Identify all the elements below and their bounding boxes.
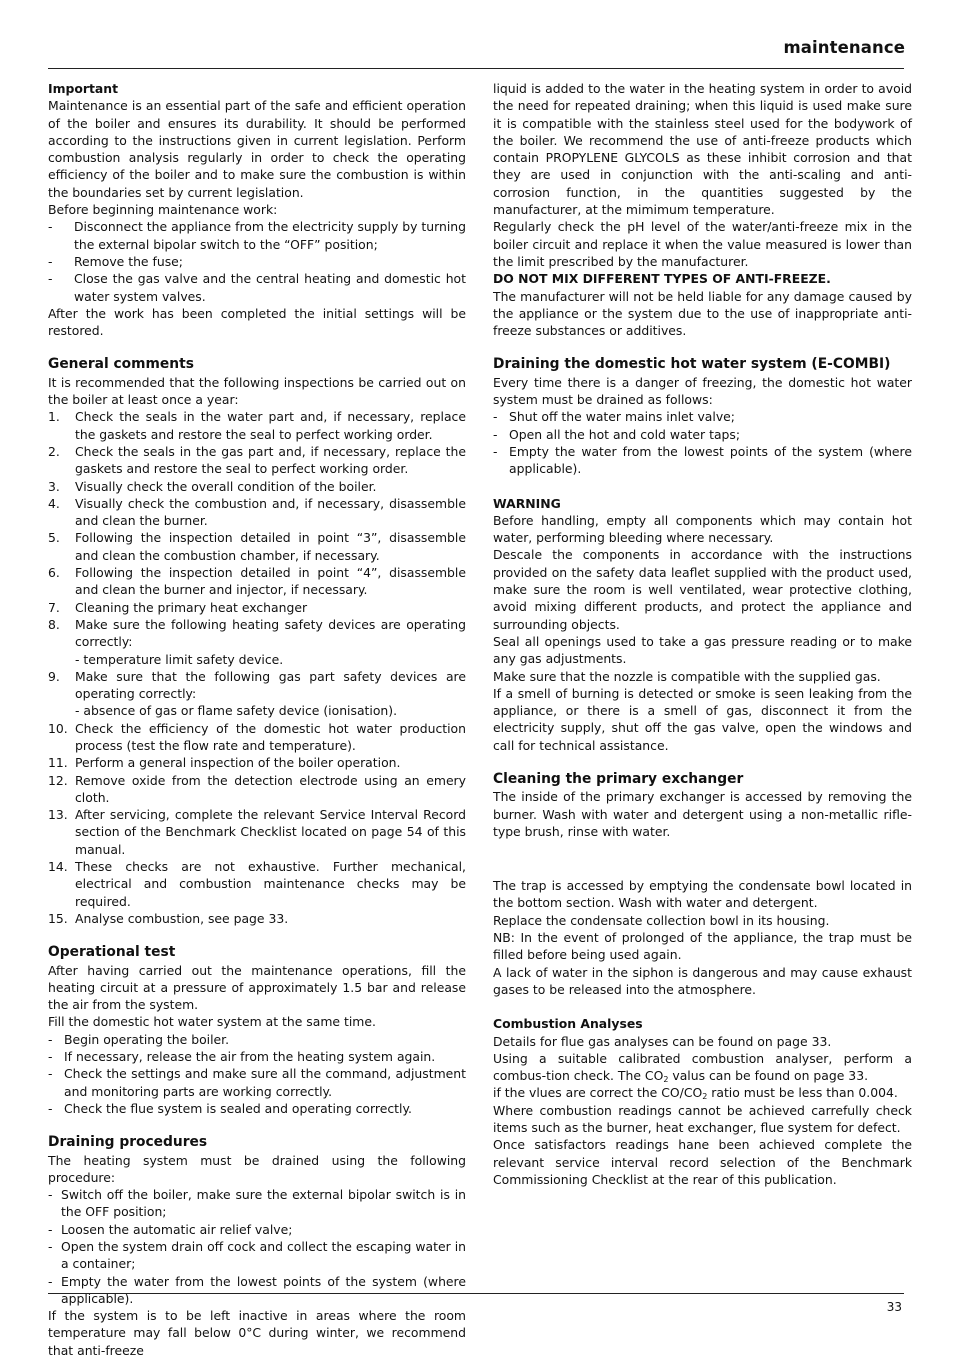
list-item: - Close the gas valve and the central heating and domestic hot water system valves.: [48, 271, 466, 304]
list-item: 15. Analyse combustion, see page 33.: [48, 910, 289, 926]
operational-test-list: [48, 1031, 466, 1117]
general-comments-heading: General comments: [48, 356, 194, 373]
before-maintenance-text: Before beginning maintenance work:: [48, 202, 278, 218]
general-comments-intro: It is recommended that the following inspections be carried out on the boiler at least once a year:: [48, 374, 466, 408]
list-item: - Open all the hot and cold water taps;: [493, 426, 741, 442]
trap-paragraph-4: A lack of water in the siphon is dangerous and may cause exhaust gases to be released into the atmosphere.: [493, 964, 912, 997]
combustion-analyses-heading: Combustion Analyses: [493, 1016, 643, 1032]
warning-paragraph-2: Descale the components in accordance with the instructions provided on the safety data leaflet supplied with the product used, make sure the room is well ventilated, wear protective clothing, avoid mixing different products, and protect the appliance and surrounding objects.: [493, 547, 912, 632]
list-item: 7. Cleaning the primary heat exchanger: [48, 599, 308, 615]
warning-paragraph-1: Before handling, empty all components which may contain hot water, performing bleeding where necessary.: [493, 512, 912, 546]
list-item: - Open the system drain off cock and collect the escaping water in a container;: [48, 1239, 466, 1272]
list-item: 5. Following the inspection detailed in point “3”, disassemble and clean the combustion chamber, if necessary.: [48, 530, 466, 563]
list-item: - Disconnect the appliance from the electricity supply by turning the external bipolar switch to the “OFF” position;: [48, 219, 466, 252]
list-item: 6. Following the inspection detailed in point “4”, disassemble and clean the burner and injector, if necessary.: [48, 565, 466, 598]
list-item: - Loosen the automatic air relief valve;: [48, 1221, 293, 1237]
combustion-paragraph-2: Using a suitable calibrated combustion analyser, perform a combus-tion check. The $CO_2$ valus can be found on page 33.: [493, 1050, 912, 1085]
list-item: - Shut off the water mains inlet valve;: [493, 409, 735, 425]
footer-divider: [48, 1293, 904, 1294]
inspection-list: [48, 408, 466, 927]
list-item: 2. Check the seals in the gas part and, if necessary, replace the gaskets and restore the seal to perfect working order.: [48, 443, 466, 477]
list-item: - Check the flue system is sealed and operating correctly.: [48, 1100, 412, 1116]
operational-test-heading: Operational test: [48, 944, 176, 961]
combustion-paragraph-5: Once satisfactors readings hane been achieved complete the relevant service interval record selection of the Benchmark Commissioning Checklist at the rear of this publication.: [493, 1137, 912, 1187]
warning-paragraph-4: Make sure that the nozzle is compatible with the supplied gas.: [493, 668, 881, 684]
trap-paragraph-2: Replace the condensate collection bowl in its housing.: [493, 912, 830, 928]
page-number: 33: [886, 1300, 902, 1314]
before-maintenance-list: [48, 218, 466, 304]
list-item: - Remove the fuse;: [48, 253, 183, 269]
dhw-draining-list: [493, 408, 912, 477]
draining-list: [48, 1186, 466, 1307]
antifreeze-paragraph: liquid is added to the water in the heating system in order to avoid the need for repeated draining; when this liquid is used make sure it is compatible with the stainless steel used for the bodywork of the boiler. We recommend the use of anti-freeze products which contain PROPYLENE GLYCOLS as these inhibit corrosion and that they are used in conjunction with the anti-scaling and anti-corrosion function, in the quantities suggested by the manufacturer, at the mimimum temperature.: [493, 81, 912, 218]
combustion-paragraph-3: if the vlues are correct the $CO/CO_2$ ratio must be less than 0.004.: [493, 1085, 898, 1102]
list-item: - Switch off the boiler, make sure the external bipolar switch is in the OFF position;: [48, 1187, 466, 1220]
important-heading: Important: [48, 81, 119, 96]
list-item: - If necessary, release the air from the heating system again.: [48, 1049, 436, 1065]
trap-paragraph-3: NB: In the event of prolonged of the appliance, the trap must be filled before being used again.: [493, 930, 912, 963]
fill-dhw-text: Fill the domestic hot water system at the same time.: [48, 1014, 376, 1030]
left-column: [48, 80, 466, 1359]
draining-procedures-heading: Draining procedures: [48, 1134, 208, 1151]
list-item: 10. Check the efficiency of the domestic hot water production process (test the flow rate and temperature).: [48, 720, 466, 753]
list-item: - Empty the water from the lowest points of the system (where applicable).: [48, 1273, 466, 1306]
list-item: 4. Visually check the combustion and, if necessary, disassemble and clean the burner.: [48, 495, 466, 529]
header-divider: [48, 68, 904, 69]
operational-test-paragraph: After having carried out the maintenance operations, fill the heating circuit at a pressure of approximately 1.5 bar and release the air from the system.: [48, 962, 466, 1013]
list-item: 3. Visually check the overall condition of the boiler.: [48, 478, 377, 494]
list-item: - Begin operating the boiler.: [48, 1031, 230, 1047]
list-item: 14. These checks are not exhaustive. Further mechanical, electrical and combustion maintenance checks may be required.: [48, 859, 466, 909]
warning-heading: WARNING: [493, 495, 561, 511]
combustion-paragraph-4: Where combustion readings cannot be achieved carrefully check items such as the burner, heat exchanger, flue system for defect.: [493, 1102, 912, 1136]
dhw-draining-intro: Every time there is a danger of freezing, the domestic hot water system must be drained as follows:: [493, 374, 912, 408]
antifreeze-intro-text: If the system is to be left inactive in areas where the room temperature may fall below 0°C during winter, we recommend that anti-freeze: [48, 1308, 466, 1358]
warning-paragraph-5: If a smell of burning is detected or smoke is seen leaking from the appliance, or there is a smell of gas, disconnect it from the electricity supply, shut off the gas valve, open the windows and call for technical assistance.: [493, 685, 912, 753]
warning-paragraph-3: Seal all openings used to take a gas pressure reading or to make any gas adjustments.: [493, 633, 912, 667]
cleaning-exchanger-heading: Cleaning the primary exchanger: [493, 770, 744, 787]
important-paragraph: Maintenance is an essential part of the safe and efficient operation of the boiler and ensures its durability. It should be performed according to the instructions given in current legislation. Perform combustion analysis regularly in order to check the operating efficiency of the boiler and to make sure the combustion is within the boundaries set by current legislation.: [48, 98, 466, 200]
after-work-text: After the work has been completed the initial settings will be restored.: [48, 305, 466, 339]
dhw-draining-heading: Draining the domestic hot water system (E-COMBI): [493, 356, 891, 373]
cleaning-exchanger-paragraph: The inside of the primary exchanger is accessed by removing the burner. Wash with water and detergent using a non-metallic rifle-type brush, rinse with water.: [493, 789, 912, 839]
list-item: 11. Perform a general inspection of the boiler operation.: [48, 755, 401, 771]
list-item: - Check the settings and make sure all the command, adjustment and monitoring parts are working correctly.: [48, 1066, 466, 1099]
list-item: - Empty the water from the lowest points of the system (where applicable).: [493, 443, 912, 477]
list-item: 13. After servicing, complete the relevant Service Interval Record section of the Benchmark Checklist located on page 54 of this manual.: [48, 807, 466, 857]
combustion-paragraph-1: Details for flue gas analyses can be found on page 33.: [493, 1033, 832, 1049]
list-item: 12. Remove oxide from the detection electrode using an emery cloth.: [48, 772, 466, 805]
page-title: maintenance: [783, 38, 905, 57]
trap-paragraph-1: The trap is accessed by emptying the condensate bowl located in the bottom section. Wash with water and detergent.: [493, 878, 912, 911]
liability-paragraph: The manufacturer will not be held liable for any damage caused by the appliance or the system due to the use of inappropriate anti-freeze substances or additives.: [493, 288, 912, 339]
list-item: 9. Make sure that the following gas part safety devices are operating correctly: - absence of gas or flame safety device (ionisation).: [48, 668, 466, 719]
list-item: 8. Make sure the following heating safety devices are operating correctly: - temperature limit safety device.: [48, 616, 466, 667]
draining-intro: The heating system must be drained using the following procedure:: [48, 1152, 466, 1185]
list-item: 1. Check the seals in the water part and, if necessary, replace the gaskets and restore the seal to perfect working order.: [48, 409, 466, 442]
ph-check-paragraph: Regularly check the pH level of the water/anti-freeze mix in the boiler circuit and replace it when the value measured is lower than the limit prescribed by the manufacturer.: [493, 219, 912, 269]
antifreeze-warning: DO NOT MIX DIFFERENT TYPES OF ANTI-FREEZE.: [493, 271, 831, 287]
right-column: [493, 80, 912, 1188]
